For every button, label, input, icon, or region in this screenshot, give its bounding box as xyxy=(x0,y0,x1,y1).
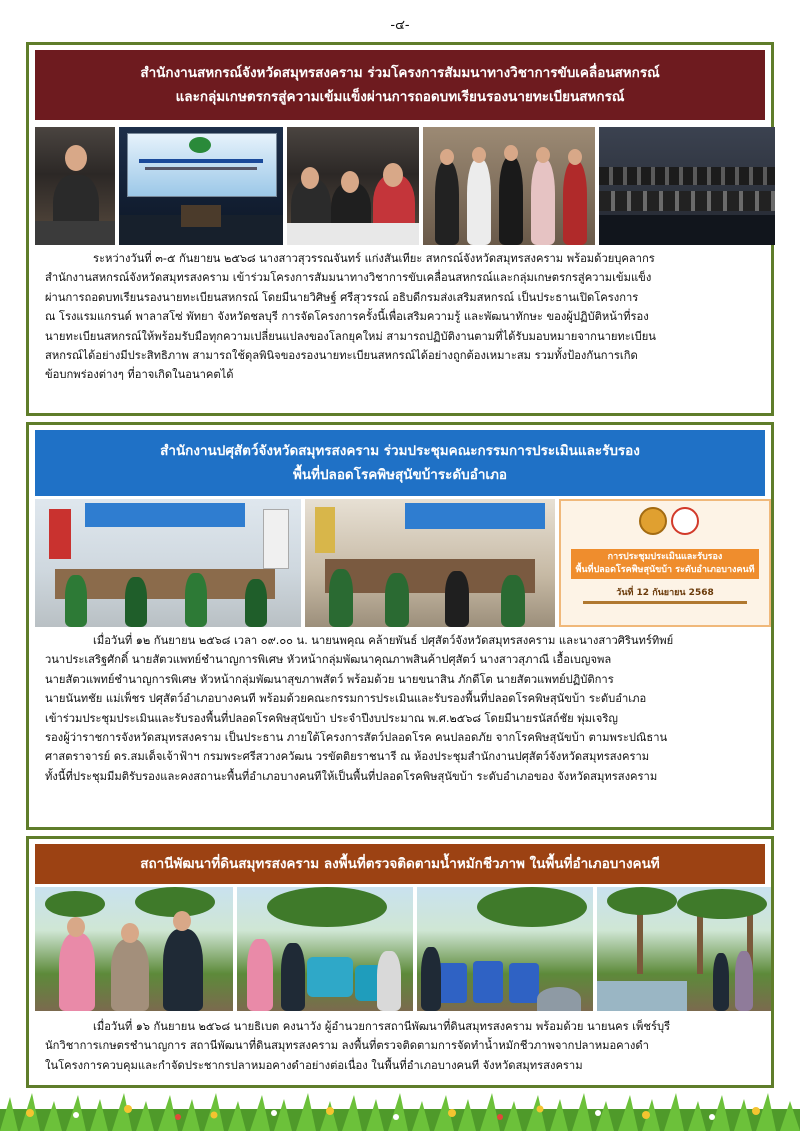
body-line: ระหว่างวันที่ ๓-๕ กันยายน ๒๕๖๘ นางสาวสุวรรณจันทร์ แก่งสันเทียะ สหกรณ์จังหวัดสมุทรสงคราม พร้อมด้วยบุคลากร xyxy=(93,252,655,265)
body-line: นายสัตวแพทย์ชำนาญการพิเศษ หัวหน้ากลุ่มพัฒนาสุขภาพสัตว์ พร้อมด้วย นายขนาสิน ภักดีโต นายสัตวแพทย์ปฏิบัติการ xyxy=(45,672,614,686)
body-line: เข้าร่วมประชุมประเมินและรับรองพื้นที่ปลอดโรคพิษสุนัขบ้า ประจำปีงบประมาณ พ.ศ.๒๕๖๘ โดยมีนายรนัสถ์ชัย พุ่มเจริญ xyxy=(45,711,618,725)
photo-woman-seated xyxy=(35,127,115,245)
photo-meeting-room-1 xyxy=(35,499,301,627)
section-title-line1: สำนักงานสหกรณ์จังหวัดสมุทรสงคราม ร่วมโครงการสัมมนาทางวิชาการขับเคลื่อนสหกรณ์ xyxy=(140,65,660,81)
photo-field-group xyxy=(35,887,233,1011)
body-line: ข้อบกพร่องต่างๆ ที่อาจเกิดในอนาคตได้ xyxy=(45,368,234,382)
body-line: รองผู้ว่าราชการจังหวัดสมุทรสงคราม เป็นประธาน ภายใต้โครงการสัตว์ปลอดโรค คนปลอดภัย จากโรคพิษสุนัขบ้า ตามพระปณิธาน xyxy=(45,731,668,745)
photo-event-poster xyxy=(559,499,771,627)
section-title-line1: สถานีพัฒนาที่ดินสมุทรสงคราม ลงพื้นที่ตรวจติดตามน้ำหมักชีวภาพ ในพื้นที่อำเภอบางคนที xyxy=(140,856,660,872)
photo-meeting-room-2 xyxy=(305,499,555,627)
section-banner xyxy=(35,844,765,884)
body-line: ในโครงการควบคุมและกำจัดประชากรปลาหมอคางดำอย่างต่อเนื่อง ในพื้นที่อำเภอบางคนที จังหวัดสมุทรสงคราม xyxy=(45,1058,583,1072)
body-line: ทั้งนี้ที่ประชุมมีมติรับรองและคงสถานะพื้นที่อำเภอบางคนทีให้เป็นพื้นที่ปลอดโรคพิษสุนัขบ้า ระดับอำเภอของ จังหวัดสมุทรสงคราม xyxy=(45,769,658,783)
body-line: ผ่านการถอดบทเรียนรองนายทะเบียนสหกรณ์ โดยมีนายวิศิษฐ์ ศรีสุวรรณ์ อธิบดีกรมส่งเสริมสหกรณ์ เป็นประธานเปิดโครงการ xyxy=(45,290,639,304)
photo-strip xyxy=(35,499,765,627)
photo-stage-screen xyxy=(119,127,283,245)
body-line: นักวิชาการเกษตรชำนาญการ สถานีพัฒนาที่ดินสมุทรสงคราม ลงพื้นที่ตรวจติดตามการจัดทำน้ำหมักชีวภาพจากปลาหมอคางดำ xyxy=(45,1039,649,1053)
photo-fermentation-tanks-1 xyxy=(237,887,413,1011)
section-title-line1: สำนักงานปศุสัตว์จังหวัดสมุทรสงคราม ร่วมประชุมคณะกรรมการประเมินและรับรอง xyxy=(160,443,640,459)
section-body xyxy=(45,249,759,385)
photo-strip xyxy=(35,127,765,245)
body-line: นายทะเบียนสหกรณ์ให้พร้อมรับมือทุกความเปลี่ยนแปลงของโลกยุคใหม่ สามารถปฏิบัติงานตามที่ได้รับมอบหมายจากนายทะเบียน xyxy=(45,329,656,343)
poster-title-line2: พื้นที่ปลอดโรคพิษสุนัขบ้า ระดับอำเภอบางคนที xyxy=(575,565,755,575)
poster-title-line1: การประชุมประเมินและรับรอง xyxy=(607,552,723,562)
photo-group-standing xyxy=(423,127,595,245)
body-line: ศาสตราจารย์ ดร.สมเด็จเจ้าฟ้าฯ กรมพระศรีสวางควัฒน วรขัตติยราชนารี ณ ห้องประชุมสำนักงานปศุสัตว์จังหวัดสมุทรสงคราม xyxy=(45,750,650,764)
section-title-line2: พื้นที่ปลอดโรคพิษสุนัขบ้าระดับอำเภอ xyxy=(292,467,508,483)
poster-date: วันที่ 12 กันยายน 2568 xyxy=(616,588,714,598)
body-line: สหกรณ์ได้อย่างมีประสิทธิภาพ สามารถใช้ดุลพินิจของรองนายทะเบียนสหกรณ์ได้อย่างถูกต้องเหมาะสม รวมทั้งป้องกันการเกิด xyxy=(45,349,638,363)
section-body xyxy=(45,631,759,786)
body-line: สำนักงานสหกรณ์จังหวัดสมุทรสงคราม เข้าร่วมโครงการสัมมนาทางวิชาการขับเคลื่อนสหกรณ์และกลุ่มเกษตรกรสู่ความเข้มแข็ง xyxy=(45,271,652,285)
body-line: เมื่อวันที่ ๑๖ กันยายน ๒๕๖๘ นายธิเบต คงนาวัง ผู้อำนวยการสถานีพัฒนาที่ดินสมุทรสงคราม พร้อมด้วย นายนคร เพ็ชร์บุรี xyxy=(93,1020,671,1033)
body-line: เมื่อวันที่ ๑๒ กันยายน ๒๕๖๘ เวลา ๐๙.๐๐ น. นายนพคุณ คล้ายพันธ์ ปศุสัตว์จังหวัดสมุทรสงคราม และนางสาวศิรินทร์ทิพย์ xyxy=(93,634,674,647)
news-section-land-development xyxy=(26,836,774,1088)
section-body xyxy=(45,1017,759,1075)
page-number: -๔- xyxy=(390,18,410,33)
body-line: ณ โรงแรมแกรนด์ พาลาสโซ่ พัทยา จังหวัดชลบุรี การจัดโครงการครั้งนี้เพื่อเสริมความรู้ และพัฒนาทักษะ ของผู้ปฏิบัติหน้าที่รอง xyxy=(45,310,649,324)
photo-strip xyxy=(35,887,765,1011)
section-title-line2: และกลุ่มเกษตรกรสู่ความเข้มแข็งผ่านการถอดบทเรียนรองนายทะเบียนสหกรณ์ xyxy=(175,89,625,105)
section-banner xyxy=(35,50,765,120)
grass-footer-decoration xyxy=(0,1091,800,1131)
photo-attendees-table xyxy=(287,127,419,245)
photo-canal-path xyxy=(597,887,771,1011)
photo-fermentation-tanks-2 xyxy=(417,887,593,1011)
body-line: นายนันทชัย แม่เพ็ชร ปศุสัตว์อำเภอบางคนที พร้อมด้วยคณะกรรมการประเมินและรับรองพื้นที่ปลอดโรคพิษสุนัขบ้า ระดับอำเภอ xyxy=(45,692,647,706)
photo-conference-hall xyxy=(599,127,775,245)
body-line: วนาประเสริฐศักดิ์ นายสัตวแพทย์ชำนาญการพิเศษ หัวหน้ากลุ่มพัฒนาคุณภาพสินค้าปศุสัตว์ นางสาวสุภาณี เอื้อเบญจพล xyxy=(45,653,612,667)
section-banner xyxy=(35,430,765,496)
news-section-livestock xyxy=(26,422,774,830)
news-section-cooperative xyxy=(26,42,774,416)
